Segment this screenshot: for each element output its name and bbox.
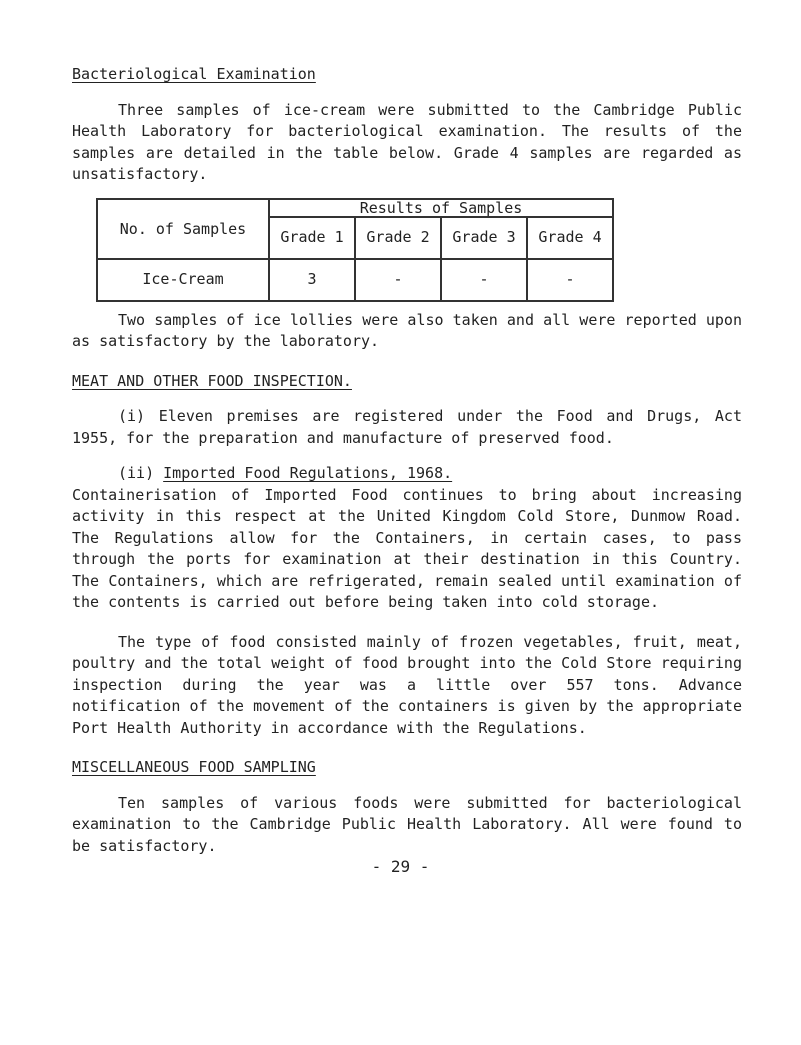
misc-heading: MISCELLANEOUS FOOD SAMPLING [72,758,316,776]
item-i-text: Eleven premises are registered under the Food and Drugs, Act 1955, for the preparation and manufacture of preserved food. [72,407,742,447]
grade-3-value: - [441,259,527,301]
containerisation-paragraph: Containerisation of Imported Food continues to bring about increasing activity in this respect at the United Kingdom Cold Store, Dunmow Road. The Regulations allow for the Containers, in certain cases, to pass through the ports for examination at their destination in this Country. The Containers, which are refrigerated, remain sealed until examination of the contents is carried out before being taken into cold storage. [72,485,742,611]
item-ii-number: (ii) [118,464,155,482]
item-i-paragraph [72,406,742,449]
document-page [72,64,742,857]
table-row [97,259,613,301]
row-label: Ice-Cream [97,259,269,301]
results-group-header: Results of Samples [269,199,613,217]
page-number: - 29 - [371,857,430,876]
grade-2-value: - [355,259,441,301]
grade-2-header: Grade 2 [355,217,441,259]
grade-4-header: Grade 4 [527,217,613,259]
ice-lollies-paragraph: Two samples of ice lollies were also taken and all were reported upon as satisfactory by the laboratory. [72,310,742,350]
bacteriological-heading: Bacteriological Examination [72,65,316,83]
grade-4-value: - [527,259,613,301]
item-ii-title: Imported Food Regulations, 1968. [163,464,453,482]
food-type-paragraph: The type of food consisted mainly of frozen vegetables, fruit, meat, poultry and the total weight of food brought into the Cold Store requiring inspection during the year was a little over 557 tons. Advance notification of the movement of the containers is given by the appropriate Port Health Authority in accordance with the Regulations. [72,632,742,737]
grade-1-header: Grade 1 [269,217,355,259]
item-ii-title-line [72,463,742,485]
misc-paragraph: Ten samples of various foods were submitted for bacteriological examination to the Cambridge Public Health Laboratory. All were found to be satisfactory. [72,793,742,855]
grade-3-header: Grade 3 [441,217,527,259]
results-table [96,198,614,302]
grade-1-value: 3 [269,259,355,301]
bacteriological-intro: Three samples of ice-cream were submitted to the Cambridge Public Health Laboratory for bacteriological examination. The results of the samples are detailed in the table below. Grade 4 samples are regarded as unsatisfactory. [72,100,742,183]
row-header-cell: No. of Samples [97,199,269,259]
item-i-number: (i) [118,407,146,425]
meat-heading: MEAT AND OTHER FOOD INSPECTION. [72,371,352,390]
